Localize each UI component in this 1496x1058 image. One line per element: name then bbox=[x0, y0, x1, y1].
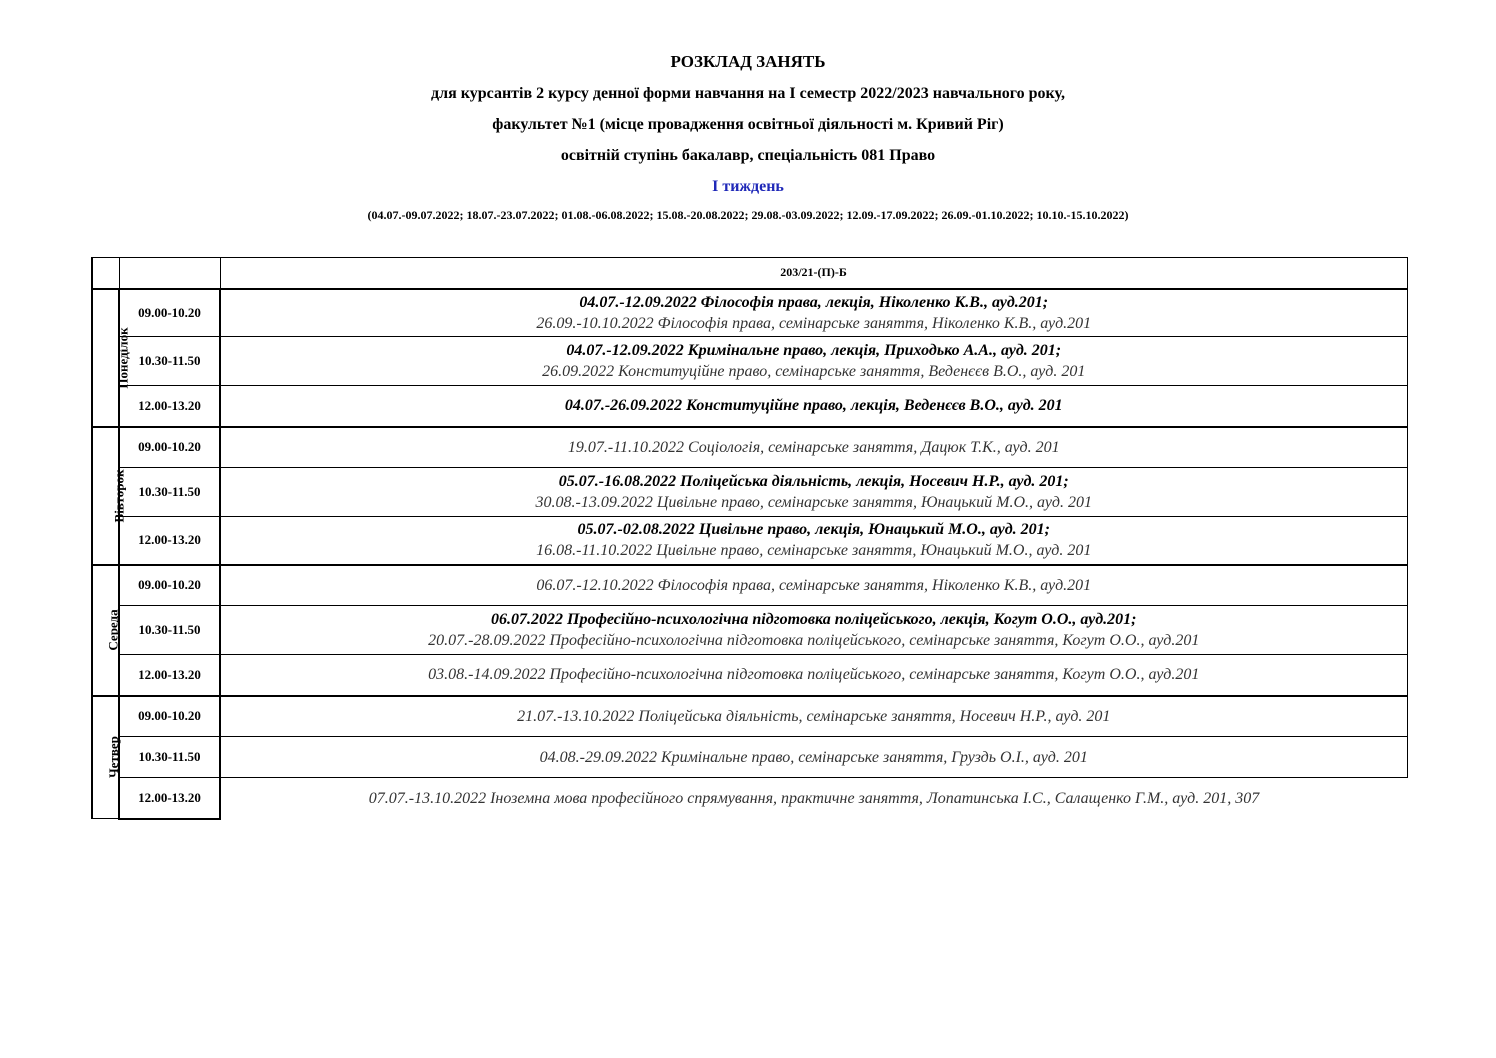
table-row bbox=[92, 427, 1407, 468]
time-slot: 12.00-13.20 bbox=[119, 655, 220, 696]
subtitle-degree: освітній ступінь бакалавр, спеціальність 081 Право bbox=[560, 147, 936, 164]
day-name: Вівторок bbox=[111, 469, 127, 522]
time-slot: 10.30-11.50 bbox=[119, 468, 220, 517]
class-cell bbox=[220, 289, 1407, 337]
header-corner-day bbox=[92, 258, 119, 289]
table-row bbox=[92, 289, 1407, 337]
time-slot: 09.00-10.20 bbox=[119, 696, 220, 737]
day-cell bbox=[92, 696, 119, 819]
class-cell bbox=[220, 468, 1407, 517]
seminar-entry: 26.09.2022 Конституційне право, семінарське заняття, Веденєєв В.О., ауд. 201 bbox=[542, 363, 1086, 380]
class-cell bbox=[220, 606, 1407, 655]
class-cell bbox=[220, 655, 1407, 696]
class-cell bbox=[220, 386, 1407, 427]
table-row bbox=[92, 386, 1407, 427]
day-cell bbox=[92, 565, 119, 696]
time-slot: 10.30-11.50 bbox=[119, 337, 220, 386]
table-header-row bbox=[92, 258, 1407, 289]
class-cell bbox=[220, 337, 1407, 386]
week-label: І тиждень bbox=[712, 178, 784, 195]
table-row bbox=[92, 468, 1407, 517]
table-row bbox=[92, 565, 1407, 606]
header-corner-time bbox=[119, 258, 220, 289]
lecture-entry: 05.07.-02.08.2022 Цивільне право, лекція, Юнацький М.О., ауд. 201; bbox=[577, 521, 1050, 539]
class-cell bbox=[220, 737, 1407, 778]
table-row bbox=[92, 606, 1407, 655]
table-row bbox=[92, 696, 1407, 737]
schedule-table bbox=[91, 257, 1408, 820]
seminar-entry: 21.07.-13.10.2022 Поліцейська діяльність, семінарське заняття, Носевич Н.Р., ауд. 201 bbox=[517, 707, 1111, 725]
lecture-entry: 04.07.-26.09.2022 Конституційне право, лекція, Веденєєв В.О., ауд. 201 bbox=[564, 397, 1063, 415]
day-name: Середа bbox=[105, 609, 121, 651]
seminar-entry: 30.08.-13.09.2022 Цивільне право, семінарське заняття, Юнацький М.О., ауд. 201 bbox=[535, 494, 1092, 511]
week-dates: (04.07.-09.07.2022; 18.07.-23.07.2022; 01.08.-06.08.2022; 15.08.-20.08.2022; 29.08.-03.09.2022; 12.09.-17.09.2022; 26.09.-01.10.2022; 10.10.-15.10.2022) bbox=[367, 208, 1129, 222]
class-cell bbox=[220, 696, 1407, 737]
seminar-entry: 20.07.-28.09.2022 Професійно-психологічна підготовка поліцейського, семінарське заняття, Когут О.О., ауд.201 bbox=[428, 632, 1200, 649]
seminar-entry: 07.07.-13.10.2022 Іноземна мова професійного спрямування, практичне заняття, Лопатинська І.С., Салащенко Г.М., ауд. 201, 307 bbox=[368, 789, 1260, 807]
time-slot: 10.30-11.50 bbox=[119, 737, 220, 778]
class-cell bbox=[220, 517, 1407, 565]
seminar-entry: 06.07.-12.10.2022 Філософія права, семінарське заняття, Ніколенко К.В., ауд.201 bbox=[536, 576, 1092, 594]
lecture-entry: 04.07.-12.09.2022 Кримінальне право, лекція, Приходько А.А., ауд. 201; bbox=[566, 342, 1062, 359]
day-name: Четвер bbox=[105, 736, 121, 779]
lecture-entry: 05.07.-16.08.2022 Поліцейська діяльність, лекція, Носевич Н.Р., ауд. 201; bbox=[558, 473, 1069, 490]
table-row bbox=[92, 737, 1407, 778]
page-title: РОЗКЛАД ЗАНЯТЬ bbox=[670, 52, 826, 71]
time-slot: 12.00-13.20 bbox=[119, 517, 220, 565]
day-cell bbox=[92, 427, 127, 565]
lecture-entry: 04.07.-12.09.2022 Філософія права, лекція, Ніколенко К.В., ауд.201; bbox=[579, 293, 1049, 311]
seminar-entry: 03.08.-14.09.2022 Професійно-психологічна підготовка поліцейського, семінарське заняття, Когут О.О., ауд.201 bbox=[428, 666, 1200, 684]
table-row bbox=[92, 655, 1407, 696]
subtitle-course: для курсантів 2 курсу денної форми навчання на І семестр 2022/2023 навчального року, bbox=[431, 85, 1065, 102]
seminar-entry: 16.08.-11.10.2022 Цивільне право, семінарське заняття, Юнацький М.О., ауд. 201 bbox=[536, 542, 1092, 560]
seminar-entry: 19.07.-11.10.2022 Соціологія, семінарське заняття, Дацюк Т.К., ауд. 201 bbox=[567, 438, 1060, 456]
class-cell bbox=[220, 565, 1407, 606]
day-name: Понеділок bbox=[115, 326, 131, 389]
day-cell bbox=[92, 289, 131, 427]
group-header: 203/21-(П)-Б bbox=[220, 258, 1407, 289]
table-row bbox=[92, 337, 1407, 386]
time-slot: 09.00-10.20 bbox=[119, 289, 220, 337]
table-row bbox=[92, 517, 1407, 565]
time-slot: 10.30-11.50 bbox=[119, 606, 220, 655]
class-cell bbox=[220, 778, 1407, 819]
subtitle-faculty: факультет №1 (місце провадження освітньої діяльності м. Кривий Ріг) bbox=[492, 116, 1004, 133]
time-slot: 09.00-10.20 bbox=[119, 565, 220, 606]
table-row bbox=[92, 778, 1407, 819]
time-slot: 12.00-13.20 bbox=[119, 386, 220, 427]
seminar-entry: 26.09.-10.10.2022 Філософія права, семінарське заняття, Ніколенко К.В., ауд.201 bbox=[536, 314, 1092, 332]
seminar-entry: 04.08.-29.09.2022 Кримінальне право, семінарське заняття, Груздь О.І., ауд. 201 bbox=[539, 748, 1088, 766]
lecture-entry: 06.07.2022 Професійно-психологічна підготовка поліцейського, лекція, Когут О.О., ауд.201; bbox=[491, 611, 1137, 628]
time-slot: 09.00-10.20 bbox=[119, 427, 220, 468]
class-cell bbox=[220, 427, 1407, 468]
time-slot: 12.00-13.20 bbox=[119, 778, 220, 819]
